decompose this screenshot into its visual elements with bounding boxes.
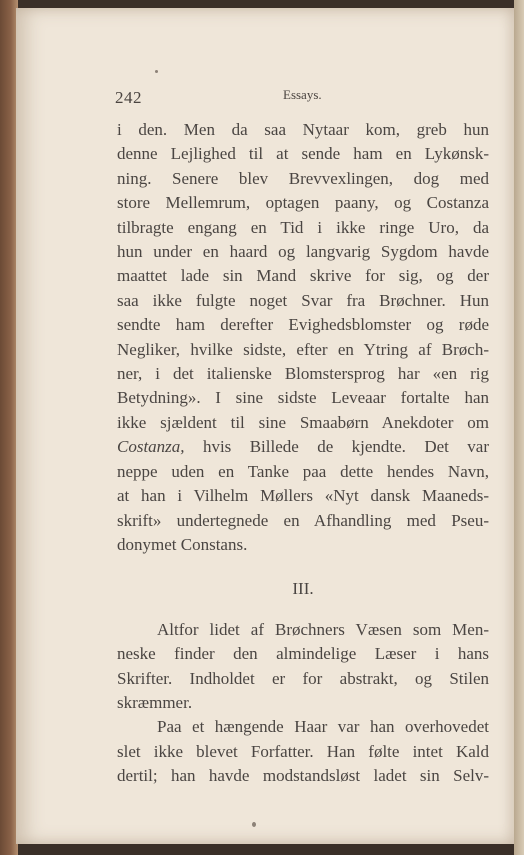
text-line: ning. Senere blev Brevvexlingen, dog med <box>117 168 489 188</box>
page-header <box>115 88 455 108</box>
text-line: ner, i det italienske Blomstersprog har «en rig <box>117 364 489 384</box>
text-line: Paa et hængende Haar var han overhovedet <box>157 717 489 737</box>
text-line: donymet Constans. <box>117 534 248 554</box>
page-edge <box>514 0 524 855</box>
italic-name: Costanza, <box>117 437 185 457</box>
text-line-with-italic <box>117 435 489 459</box>
text-line: ikke sjældent til sine Smaabørn Anekdoter om <box>117 412 489 432</box>
paper-speck <box>252 822 256 827</box>
text-line: at han i Vilhelm Møllers «Nyt dansk Maaneds- <box>117 486 489 506</box>
text-line: Negliker, hvilke sidste, efter en Ytring af Brøch- <box>117 339 489 359</box>
text-line: maattet lade sin Mand skrive for sig, og der <box>117 266 489 286</box>
paper-speck <box>155 70 158 73</box>
body-text <box>117 118 489 789</box>
text-fragment: hvis Billede de kjendte. Det var <box>184 437 489 457</box>
page-number: 242 <box>115 88 142 107</box>
text-line: store Mellemrum, optagen paany, og Costanza <box>117 193 489 213</box>
section-heading: III. <box>292 579 314 599</box>
text-line: Altfor lidet af Brøchners Væsen som Men- <box>157 619 489 639</box>
text-line: denne Lejlighed til at sende ham en Lykønsk- <box>117 144 489 164</box>
text-line: slet ikke blevet Forfatter. Han følte intet Kald <box>117 741 489 761</box>
text-line: skræmmer. <box>117 692 193 712</box>
text-line: hun under en haard og langvarig Sygdom havde <box>117 242 489 262</box>
text-line: Betydning». I sine sidste Leveaar fortalte han <box>117 388 489 408</box>
text-line: skrift» undertegnede en Afhandling med Pseu- <box>117 510 489 530</box>
text-line: sendte ham derefter Evighedsblomster og røde <box>117 315 489 335</box>
text-line: neske finder den almindelige Læser i hans <box>117 644 489 664</box>
text-line: saa ikke fulgte noget Svar fra Brøchner. Hun <box>117 290 489 310</box>
text-line: neppe uden en Tanke paa dette hendes Navn, <box>117 461 489 481</box>
text-line: dertil; han havde modstandsløst ladet sin Selv- <box>117 766 489 786</box>
running-title: Essays. <box>283 87 322 102</box>
text-line: tilbragte engang en Tid i ikke ringe Uro, da <box>117 217 489 237</box>
text-line: Skrifter. Indholdet er for abstrakt, og Stilen <box>117 668 489 688</box>
text-line: i den. Men da saa Nytaar kom, greb hun <box>117 120 489 139</box>
